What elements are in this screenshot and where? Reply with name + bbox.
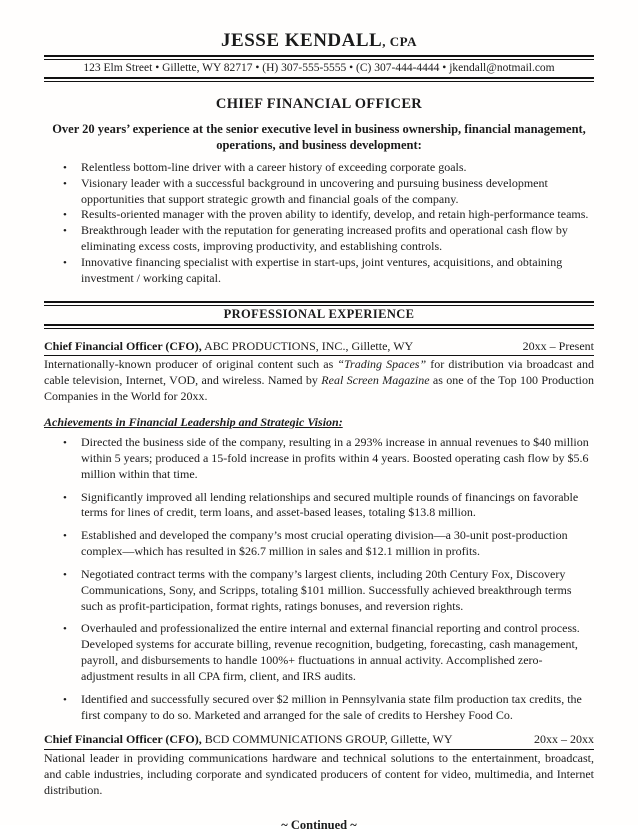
achievement-bullet-item [44,435,594,482]
section-divider-bottom [44,324,594,329]
job-company: BCD COMMUNICATIONS GROUP, Gillette, WY [201,732,453,747]
bullet-icon: • [63,491,67,504]
bullet-icon: • [63,530,67,543]
achievement-bullet-item [44,528,594,560]
job-title-line [44,732,453,748]
job-description: Internationally-known producer of original content such as “Trading Spaces” for distribution via broadcast and cable television, Internet, VOD, and wireless. Named by Real Screen Magazine as one of the Top 100 Production Companies in the World for 20xx. [44,357,594,404]
achievement-bullet-item [44,567,594,614]
summary-bullet-text: Relentless bottom-line driver with a career history of exceeding corporate goals. [81,160,467,174]
achievements-bullet-list [44,435,594,723]
summary-bullet-item [44,160,594,176]
bullet-icon: • [63,209,67,222]
job-dates: 20xx – 20xx [534,732,594,747]
person-credential: , CPA [382,34,417,49]
job-entry-abc-productions [44,339,594,724]
person-name-text: JESSE KENDALL [221,30,383,51]
achievement-bullet-text: Significantly improved all lending relationships and secured multiple rounds of financings on favorable terms for lines of credit, term loans, and asset-based leases, totaling $13.8 million. [81,489,579,520]
document-title: CHIEF FINANCIAL OFFICER [215,96,423,112]
person-name [44,30,594,52]
summary-bullet-list [44,160,594,287]
achievement-bullet-text: Identified and successfully secured over $2 million in Pennsylvania state film production tax credits, the first company to do so. Marketed and arranged for the sale of credits to Hershey Food Co. [81,691,582,722]
achievement-bullet-text: Directed the business side of the company, resulting in a 293% increase in annual revenues to $40 million within 5 years; produced a 15-fold increase in profits within 4 years. Boosted operating cash flow by $5.6 million within that time. [81,435,589,481]
continued-marker: ~ Continued ~ [281,817,357,832]
bullet-icon: • [63,256,67,269]
job-entry-bcd-communications [44,732,594,798]
job-header [44,732,594,750]
achievement-bullet-text: Overhauled and professionalized the entire internal and external financial reporting and control process. Developed systems for accurate billing, revenue recognition, budgeting, forecasting, cash management, payroll, and disbursements to handle 100%+ fluctuations in annual activity. Accomplished zero-adjustment results in all CPA firm, client, and IRS audits. [81,621,580,683]
summary-bullet-text: Innovative financing specialist with expertise in start-ups, joint ventures, acquisitions, and obtaining investment / working capital. [81,254,563,285]
bullet-icon: • [63,693,67,706]
bullet-icon: • [63,437,67,450]
job-title: Chief Financial Officer (CFO), [44,338,202,353]
job-description: National leader in providing communications hardware and technical solutions to the entertainment, broadcast, and cable industries, including corporate and syndicated producers of content for video, multimedia, and Internet distribution. [44,750,594,797]
achievement-bullet-text: Established and developed the company’s most crucial operating division—a 30-unit post-production complex—which has resulted in $26.7 million in sales and $12.1 million in profits. [81,528,568,559]
summary-bullet-item [44,207,594,223]
summary-headline: Over 20 years’ experience at the senior executive level in business ownership, financial management, operations, and business development: [52,122,586,152]
section-title: PROFESSIONAL EXPERIENCE [223,306,415,321]
achievement-bullet-item [44,692,594,724]
bullet-icon: • [63,568,67,581]
job-header [44,339,594,357]
achievements-heading: Achievements in Financial Leadership and Strategic Vision: [44,415,343,430]
summary-bullet-item [44,223,594,255]
bullet-icon: • [63,623,67,636]
contact-line: 123 Elm Street • Gillette, WY 82717 • (H) 307-555-5555 • (C) 307-444-4444 • jkendall@notmail.com [83,62,555,74]
bullet-icon: • [63,162,67,174]
header-divider-bottom [44,77,594,82]
achievement-bullet-item [44,621,594,684]
achievement-bullet-text: Negotiated contract terms with the company’s largest clients, including 20th Century Fox, Discovery Communications, Sony, and Scripps, totaling $101 million. Successfully achieved breakthrough terms such as profit-participation, format rights, ratings bonuses, and reversion rights. [81,566,572,613]
job-company: ABC PRODUCTIONS, INC., Gillette, WY [201,338,414,353]
job-dates: 20xx – Present [522,338,594,353]
bullet-icon: • [63,177,67,190]
bullet-icon: • [63,225,67,238]
summary-bullet-text: Visionary leader with a successful background in uncovering and pursuing business development opportunities that support strategic growth and financial goals of the company. [81,175,548,206]
job-title-line [44,339,413,355]
summary-bullet-text: Breakthrough leader with the reputation for generating increased profits and operational cash flow by eliminating excess costs, improving productivity, and establishing controls. [81,223,568,254]
section-professional-experience [44,301,594,329]
summary-bullet-item [44,255,594,287]
summary-bullet-text: Results-oriented manager with the proven ability to identify, develop, and retain high-performance teams. [81,207,589,222]
summary-bullet-item [44,176,594,208]
achievement-bullet-item [44,490,594,522]
job-title: Chief Financial Officer (CFO), [44,732,202,747]
